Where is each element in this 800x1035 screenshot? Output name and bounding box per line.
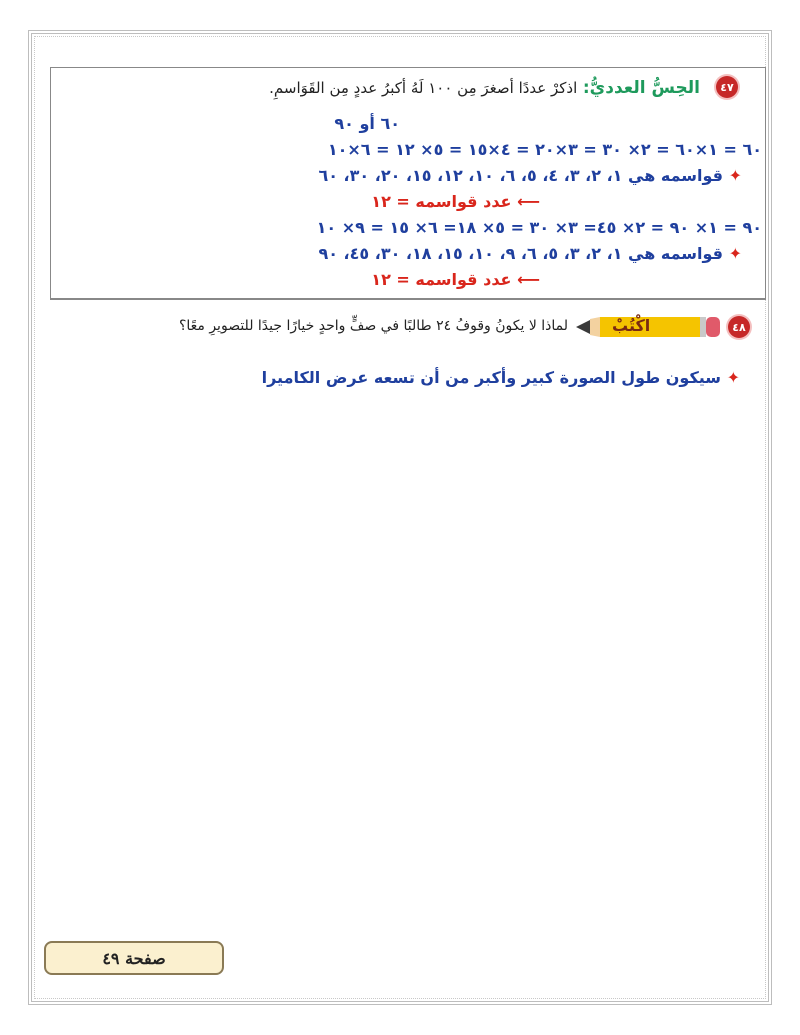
answer-main: ٦٠ أو ٩٠: [334, 114, 400, 133]
write-tag-label: اكْتُبْ: [612, 316, 651, 335]
question-number-badge: ٤٧: [716, 76, 738, 98]
arrow-icon: ⟵: [517, 270, 540, 289]
answer-48: ✦ سيكون طول الصورة كبير وأكبر من أن تسعه عرض الكاميرا: [261, 368, 740, 387]
factor-count-60: ⟵ عدد قواسمه = ١٢: [371, 192, 540, 211]
question-47-header: [100, 78, 700, 98]
factors-list-90: ✦ قواسمه هي ١، ٢، ٣، ٥، ٦، ٩، ١٠، ١٥، ١٨، ٣٠، ٤٥، ٩٠: [318, 244, 742, 263]
bullet-icon: ✦: [726, 368, 740, 387]
factor-pairs-90: ٩٠ = ١× ٩٠ = ٢× ٤٥= ٣× ٣٠ = ٥× ١٨= ٦× ١٥ = ٩× ١٠: [316, 218, 762, 237]
question-number-badge: ٤٨: [728, 316, 750, 338]
page-number: صفحة ٤٩: [102, 948, 166, 968]
question-text: لماذا لا يكونُ وقوفُ ٢٤ طالبًا في صفٍّ واحدٍ خيارًا جيدًا للتصويرِ معًا؟: [178, 318, 568, 334]
bullet-icon: ✦: [728, 166, 742, 185]
bullet-icon: ✦: [728, 244, 742, 263]
factors-list-60: ✦ قواسمه هي ١، ٢، ٣، ٤، ٥، ٦، ١٠، ١٢، ١٥، ٢٠، ٣٠، ٦٠: [318, 166, 742, 185]
arrow-icon: ⟵: [517, 192, 540, 211]
factor-pairs-60: ٦٠ = ١×٦٠ = ٢× ٣٠ = ٣×٢٠ = ٤×١٥ = ٥× ١٢ = ٦×١٠: [327, 140, 762, 159]
question-title: الحِسُّ العدديُّ:: [582, 78, 700, 98]
page-number-box: [44, 941, 224, 975]
factor-count-90: ⟵ عدد قواسمه = ١٢: [371, 270, 540, 289]
question-text: اذكرْ عددًا أصغرَ مِن ١٠٠ لَهُ أكبرُ عددٍ مِن القَوَاسمِ.: [269, 79, 578, 97]
